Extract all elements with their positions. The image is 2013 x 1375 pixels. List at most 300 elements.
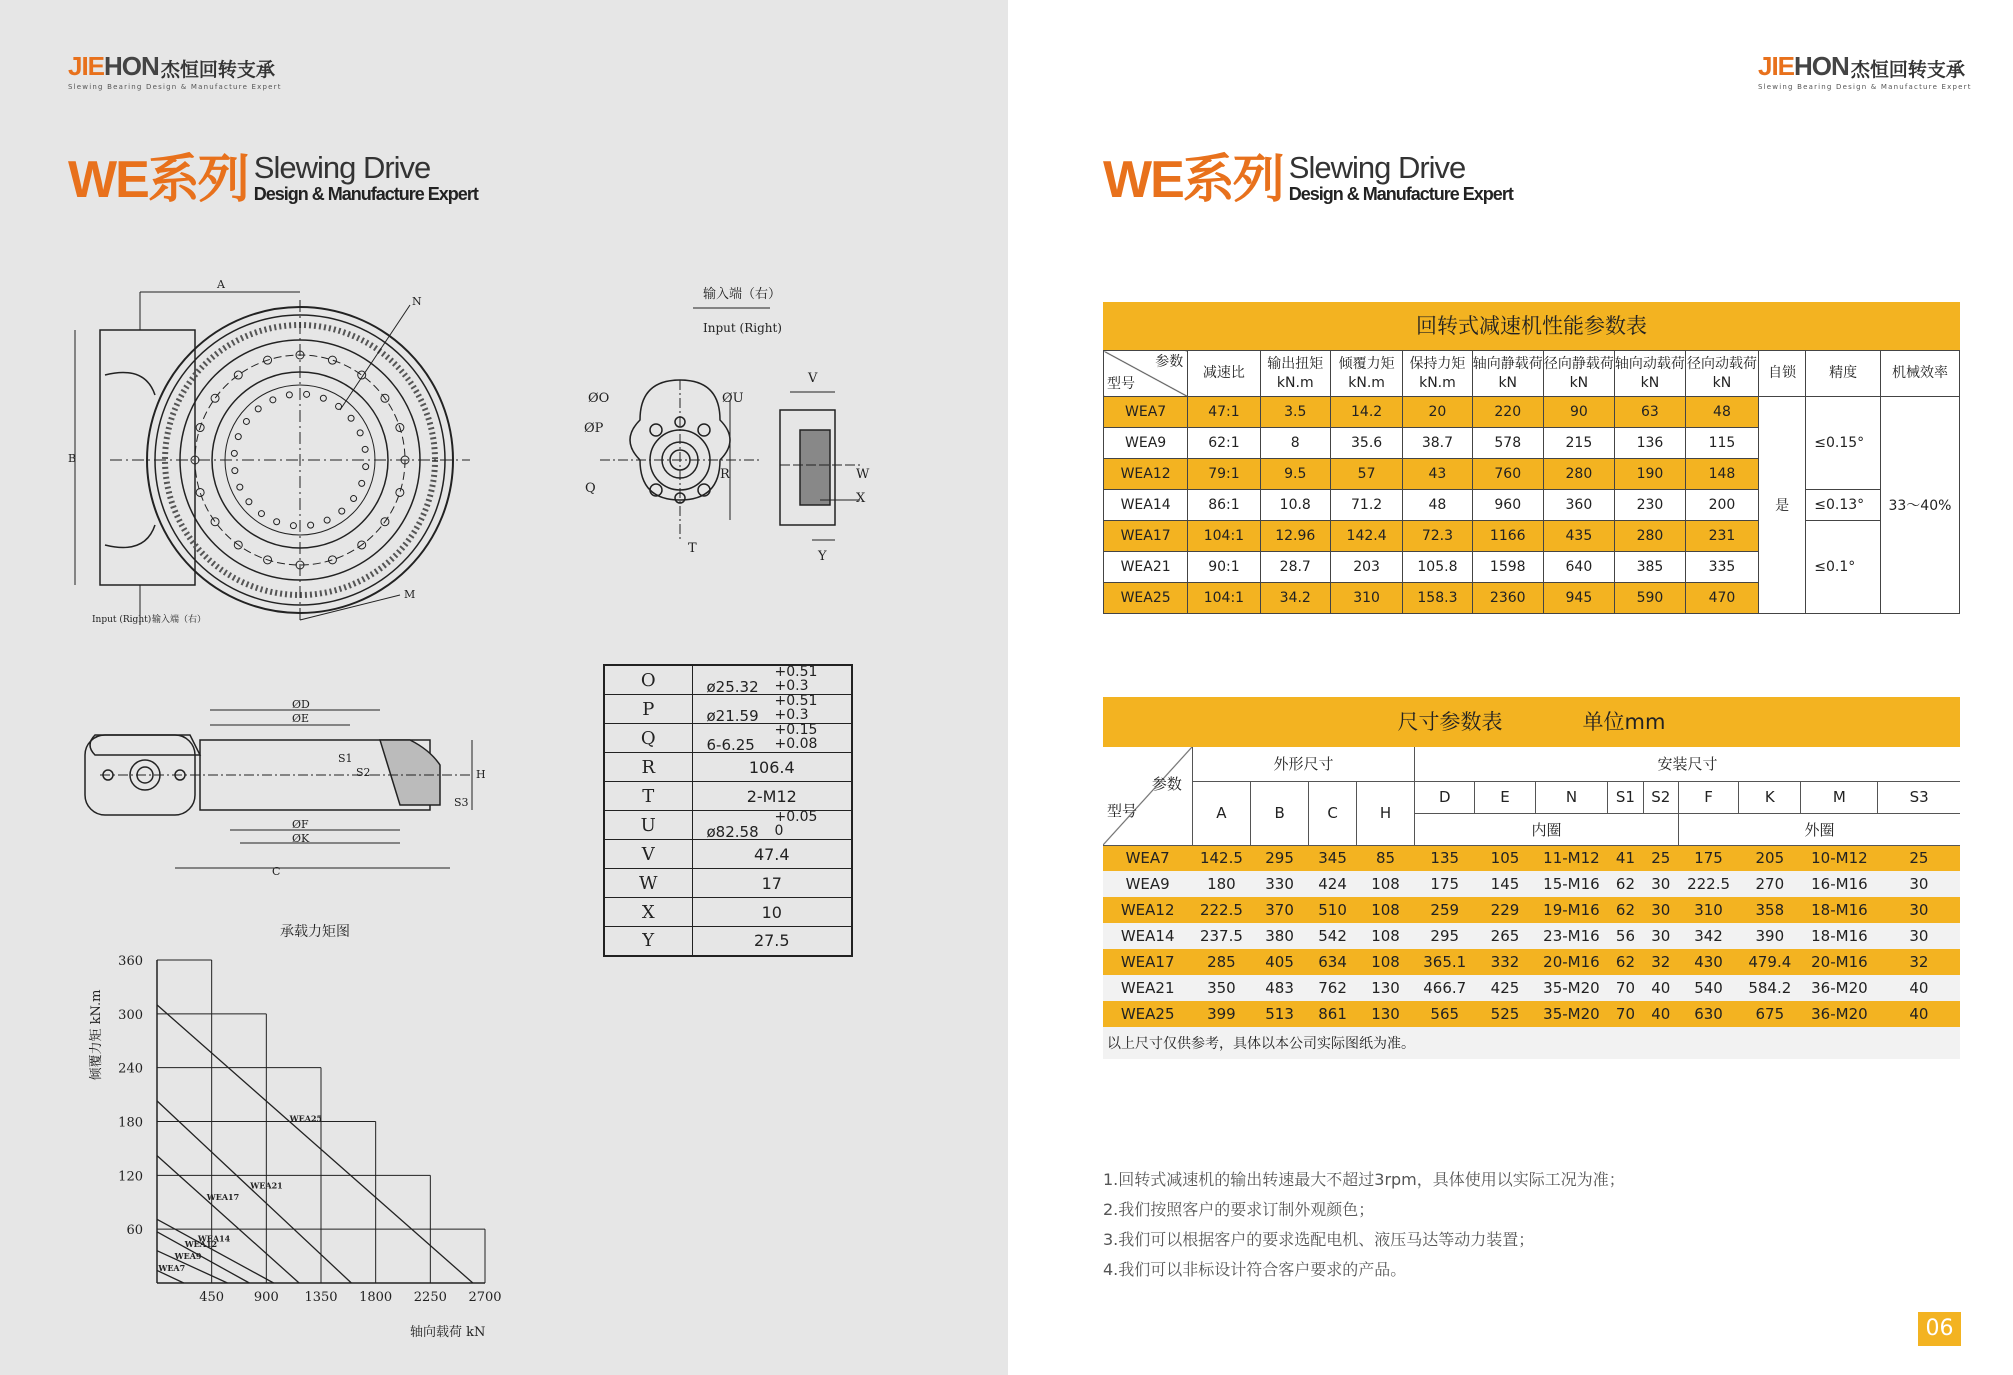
perf-header: 机械效率 [1880,351,1959,397]
spec-table [603,664,853,957]
page-number: 06 [1918,1312,1961,1346]
spec-row [604,811,852,840]
label-Y: Y [818,549,827,564]
spec-key: Y [604,927,692,956]
y-tick-label: 300 [118,1007,143,1023]
load-chart [88,923,502,1340]
dim-cell: 18-M16 [1801,897,1878,923]
spec-key: O [604,665,692,695]
dim-row [1103,845,1960,871]
dim-cell: 175 [1415,871,1475,897]
bolt-hole [359,480,365,486]
bolt-hole [290,523,296,529]
perf-cell: 231 [1685,521,1758,552]
dim-cell: 430 [1678,949,1738,975]
dim-cell: 479.4 [1739,949,1801,975]
dim-cell: 584.2 [1739,975,1801,1001]
dim-cell: 175 [1678,845,1738,871]
label-phiO: ØO [588,391,610,406]
dim-cell: 108 [1356,923,1414,949]
perf-cell: 220 [1472,397,1543,428]
y-tick-label: 240 [118,1061,143,1077]
series-label: WEA7 [158,1263,186,1274]
perf-header: 轴向静载荷kN [1472,351,1543,397]
spec-row [604,724,852,753]
dim-cell: 861 [1309,1001,1357,1027]
bolt-hole [357,430,363,436]
dim-cell: 295 [1415,923,1475,949]
dim-cell: 405 [1251,949,1309,975]
note-item: 3.我们可以根据客户的要求选配电机、液压马达等动力装置； [1103,1230,1535,1249]
bolt-hole [211,394,219,402]
dim-cell: 513 [1251,1001,1309,1027]
perf-cell: 3.5 [1260,397,1330,428]
model-cell: WEA17 [1103,949,1192,975]
perf-cell: 9.5 [1260,459,1330,490]
perf-cell: 115 [1685,428,1758,459]
perf-cell: 335 [1685,552,1758,583]
x-axis-label: 轴向载荷 kN [410,1325,486,1340]
series-label: WEA17 [206,1192,240,1203]
model-cell: WEA9 [1104,428,1188,459]
dim-cell: 265 [1475,923,1535,949]
bolt-hole [234,371,242,379]
x-tick-label: 450 [199,1290,225,1305]
dim-cell: 330 [1251,871,1309,897]
perf-cell: 86:1 [1188,490,1260,521]
note-item: 2.我们按照客户的要求订制外观颜色； [1103,1200,1375,1219]
dim-outer-label: 外圈 [1678,813,1960,845]
spec-key: R [604,753,692,782]
bolt-hole [328,556,336,564]
dim-cell: 40 [1878,1001,1960,1027]
dim-cell: 270 [1739,871,1801,897]
model-cell: WEA14 [1103,923,1192,949]
dim-cell: 540 [1678,975,1738,1001]
dim-cell: 30 [1643,897,1678,923]
efficiency-cell: 33～40% [1880,397,1959,614]
dim-cell: 424 [1309,871,1357,897]
dim-cell: 30 [1643,871,1678,897]
spec-row [604,665,852,695]
label-W: W [856,467,870,482]
perf-cell: 215 [1543,428,1614,459]
bolt-hole [324,517,330,523]
input-label-en: Input (Right) [92,615,152,625]
perf-cell: 1166 [1472,521,1543,552]
dim-col-header: S3 [1878,781,1960,813]
model-cell: WEA9 [1103,871,1192,897]
dim-row [1103,871,1960,897]
perf-cell: 35.6 [1330,428,1402,459]
perf-cell: 136 [1614,428,1685,459]
spec-value: 6-6.25 +0.15 +0.08 [692,724,852,753]
perf-cell: 34.2 [1260,583,1330,614]
y-tick-label: 180 [118,1115,143,1131]
dim-cell: 425 [1475,975,1535,1001]
perf-cell: 310 [1330,583,1402,614]
dim-cell: 16-M16 [1801,871,1878,897]
perf-row [1104,490,1960,521]
dim-col-header: F [1678,781,1738,813]
spec-value: ø82.58 +0.05 0 [692,811,852,840]
perf-header: 径向动载荷kN [1685,351,1758,397]
note-item: 4.我们可以非标设计符合客户要求的产品。 [1103,1260,1407,1279]
note-item: 1.回转式减速机的输出转速最大不超过3rpm，具体使用以实际工况为准； [1103,1170,1625,1189]
dim-cell: 40 [1643,975,1678,1001]
dim-cell: 30 [1878,923,1960,949]
dim-cell: 11-M12 [1535,845,1608,871]
perf-cell: 158.3 [1403,583,1472,614]
spec-row [604,898,852,927]
bolt-hole [246,499,252,505]
dim-cell: 35-M20 [1535,1001,1608,1027]
input-label-cn: 输入端（右） [152,615,207,625]
bolt-hole [308,522,314,528]
spec-row [604,782,852,811]
dim-cell: 20-M16 [1801,949,1878,975]
perf-cell: 8 [1260,428,1330,459]
bolt-hole [270,397,276,403]
dim-cell: 36-M20 [1801,975,1878,1001]
dim-cell: 30 [1878,897,1960,923]
dim-cell: 105 [1475,845,1535,871]
dim-cell: 70 [1608,1001,1643,1027]
dim-cell: 62 [1608,949,1643,975]
perf-cell: 105.8 [1403,552,1472,583]
dim-row [1103,949,1960,975]
dim-cell: 310 [1678,897,1738,923]
dim-col-header: S1 [1608,781,1643,813]
dim-cell: 466.7 [1415,975,1475,1001]
perf-row [1104,521,1960,552]
bolt-hole [258,511,264,517]
x-tick-label: 2700 [468,1290,502,1305]
dim-C: C [272,865,281,878]
bolt-hole [232,468,238,474]
dim-B: B [68,452,77,465]
bolt-hole [304,391,310,397]
bolt-hole [255,406,261,412]
dim-cell: 56 [1608,923,1643,949]
label-N: N [412,295,422,308]
dim-cell: 222.5 [1678,871,1738,897]
dim-col-header: E [1475,781,1535,813]
dim-cell: 10-M12 [1801,845,1878,871]
dim-cell: 108 [1356,871,1414,897]
label-V: V [808,371,818,386]
perf-cell: 10.8 [1260,490,1330,521]
label-phiP: ØP [584,421,604,436]
dim-phiK: ØK [292,832,310,845]
perf-cell: 760 [1472,459,1543,490]
spec-row [604,840,852,869]
bolt-hole [396,488,404,496]
dim-phiD: ØD [292,698,310,711]
dim-cell: 40 [1643,1001,1678,1027]
dim-cell: 30 [1643,923,1678,949]
dim-group-install: 安装尺寸 [1415,747,1960,781]
model-cell: WEA12 [1103,897,1192,923]
dim-cell: 525 [1475,1001,1535,1027]
dim-cell: 565 [1415,1001,1475,1027]
spec-value: 106.4 [692,753,852,782]
model-cell: WEA25 [1104,583,1188,614]
precision-cell: ≤0.15° [1806,397,1881,490]
perf-cell: 12.96 [1260,521,1330,552]
dim-col-header: B [1251,781,1309,845]
bolt-hole [196,488,204,496]
bolt-hole [336,403,342,409]
dim-cell: 222.5 [1192,897,1250,923]
model-cell: WEA14 [1104,490,1188,521]
dim-row [1103,923,1960,949]
dim-col-header: C [1309,781,1357,845]
perf-cell: 190 [1614,459,1685,490]
dim-cell: 205 [1739,845,1801,871]
perf-cell: 47:1 [1188,397,1260,428]
model-cell: WEA25 [1103,1001,1192,1027]
bolt-hole [235,434,241,440]
series-heading-left: WE系列 Slewing Drive Design & Manufacture Expert [68,150,478,209]
perf-cell: 62:1 [1188,428,1260,459]
spec-value: 10 [692,898,852,927]
spec-key: Q [604,724,692,753]
perf-cell: 79:1 [1188,459,1260,490]
perf-cell: 203 [1330,552,1402,583]
perf-header: 减速比 [1188,351,1260,397]
dim-cell: 237.5 [1192,923,1250,949]
dim-phiE: ØE [292,712,310,725]
chart-title: 承载力矩图 [280,924,350,940]
dim-cell: 259 [1415,897,1475,923]
perf-cell: 640 [1543,552,1614,583]
perf-cell: 280 [1543,459,1614,490]
right-page [1008,0,2013,1375]
perf-header: 径向静载荷kN [1543,351,1614,397]
x-tick-label: 900 [253,1290,279,1305]
dim-S2: S2 [356,766,371,779]
perf-cell: 200 [1685,490,1758,521]
dim-cell: 365.1 [1415,949,1475,975]
perf-cell: 63 [1614,397,1685,428]
perf-cell: 48 [1403,490,1472,521]
perf-row [1104,397,1960,428]
perf-cell: 43 [1403,459,1472,490]
dim-col-header: A [1192,781,1250,845]
dim-table [1103,747,1960,1059]
bolt-hole [328,356,336,364]
dim-footnote: 以上尺寸仅供参考，具体以本公司实际图纸为准。 [1103,1027,1960,1059]
dim-cell: 20-M16 [1535,949,1608,975]
perf-cell: 104:1 [1188,521,1260,552]
selflock-cell: 是 [1758,397,1805,614]
dim-cell: 135 [1415,845,1475,871]
dim-row [1103,1001,1960,1027]
series-label: WEA21 [250,1180,283,1191]
x-tick-label: 1800 [359,1290,393,1305]
dim-phiF: ØF [292,818,309,831]
dim-cell: 32 [1878,949,1960,975]
perf-cell: 57 [1330,459,1402,490]
model-cell: WEA21 [1104,552,1188,583]
perf-header: 保持力矩kN.m [1403,351,1472,397]
dim-row [1103,897,1960,923]
y-tick-label: 360 [118,954,143,969]
perf-cell: 142.4 [1330,521,1402,552]
dim-cell: 542 [1309,923,1357,949]
perf-cell: 960 [1472,490,1543,521]
perf-cell: 90 [1543,397,1614,428]
perf-cell: 20 [1403,397,1472,428]
perf-cell: 14.2 [1330,397,1402,428]
bolt-hole [243,418,249,424]
perf-cell: 360 [1543,490,1614,521]
bolt-hole [237,484,243,490]
perf-cell: 590 [1614,583,1685,614]
bolt-hole [211,518,219,526]
perf-header: 精度 [1806,351,1881,397]
x-tick-label: 2250 [413,1290,447,1305]
dim-cell: 108 [1356,949,1414,975]
dim-cell: 25 [1643,845,1678,871]
dim-cell: 145 [1475,871,1535,897]
brand-logo-left: JIEHON 杰恒回转支承 Slewing Bearing Design & Manufacture Expert [68,51,282,91]
label-phiU: ØU [722,391,744,406]
dim-A: A [217,278,225,291]
dim-S1: S1 [338,752,353,765]
bolt-hole [351,496,357,502]
brand-logo-right: JIEHON 杰恒回转支承 Slewing Bearing Design & Manufacture Expert [1758,51,1972,91]
dim-cell: 85 [1356,845,1414,871]
dim-cell: 380 [1251,923,1309,949]
dim-cell: 358 [1739,897,1801,923]
dim-cell: 483 [1251,975,1309,1001]
perf-cell: 72.3 [1403,521,1472,552]
bolt-hole [320,395,326,401]
spec-row [604,869,852,898]
perf-cell: 230 [1614,490,1685,521]
dim-cell: 630 [1678,1001,1738,1027]
spec-row [604,927,852,956]
bolt-hole [286,392,292,398]
model-cell: WEA21 [1103,975,1192,1001]
series-label: WEA9 [174,1250,202,1261]
spec-key: P [604,695,692,724]
dim-row [1103,975,1960,1001]
spec-value: 47.4 [692,840,852,869]
precision-cell: ≤0.13° [1806,490,1881,521]
dim-cell: 142.5 [1192,845,1250,871]
input-top-en: Input (Right) [703,321,782,335]
dim-cell: 229 [1475,897,1535,923]
perf-cell: 435 [1543,521,1614,552]
spec-value: ø25.32 +0.51 +0.3 [692,665,852,695]
dim-cell: 30 [1878,871,1960,897]
dim-col-header: D [1415,781,1475,813]
dim-cell: 25 [1878,845,1960,871]
label-R: R [720,467,730,482]
spec-value: 2-M12 [692,782,852,811]
perf-header: 输出扭矩kN.m [1260,351,1330,397]
dim-H: H [476,768,486,781]
perf-cell: 2360 [1472,583,1543,614]
dim-cell: 350 [1192,975,1250,1001]
dim-cell: 62 [1608,897,1643,923]
perf-table [1103,350,1960,614]
spec-key: W [604,869,692,898]
spec-value: 27.5 [692,927,852,956]
dim-cell: 370 [1251,897,1309,923]
dim-S3: S3 [454,796,469,809]
perf-corner: 参数 型号 [1104,351,1188,397]
label-T: T [688,541,697,556]
bolt-hole [274,519,280,525]
perf-table-title: 回转式减速机性能参数表 [1103,302,1960,350]
dim-cell: 130 [1356,1001,1414,1027]
perf-cell: 48 [1685,397,1758,428]
perf-cell: 385 [1614,552,1685,583]
model-cell: WEA7 [1104,397,1188,428]
perf-cell: 280 [1614,521,1685,552]
spec-key: T [604,782,692,811]
dim-cell: 342 [1678,923,1738,949]
spec-key: U [604,811,692,840]
dim-col-header: H [1356,781,1414,845]
spec-value: 17 [692,869,852,898]
bolt-hole [362,446,368,452]
series-label: WEA25 [289,1113,323,1124]
bolt-hole [363,464,369,470]
dim-cell: 35-M20 [1535,975,1608,1001]
y-axis-label: 倾覆力矩 kN.m [89,989,104,1081]
perf-cell: 28.7 [1260,552,1330,583]
model-cell: WEA17 [1104,521,1188,552]
notes [1103,1165,1625,1285]
series-label: WEA14 [197,1233,231,1244]
x-tick-label: 1350 [304,1290,338,1305]
perf-cell: 90:1 [1188,552,1260,583]
dim-cell: 345 [1309,845,1357,871]
dim-cell: 285 [1192,949,1250,975]
dim-col-header: K [1739,781,1801,813]
dim-cell: 18-M16 [1801,923,1878,949]
label-Q: Q [585,481,596,496]
spec-row [604,753,852,782]
dim-cell: 180 [1192,871,1250,897]
dim-cell: 40 [1878,975,1960,1001]
dim-cell: 23-M16 [1535,923,1608,949]
dim-inner-label: 内圈 [1415,813,1679,845]
dim-cell: 41 [1608,845,1643,871]
dim-corner: 参数 型号 [1103,747,1192,845]
dim-cell: 510 [1309,897,1357,923]
dim-cell: 130 [1356,975,1414,1001]
perf-cell: 38.7 [1403,428,1472,459]
series-heading-right: WE系列 Slewing Drive Design & Manufacture Expert [1103,150,1513,209]
dim-cell: 15-M16 [1535,871,1608,897]
label-M: M [404,588,416,601]
dim-col-header: N [1535,781,1608,813]
model-cell: WEA7 [1103,845,1192,871]
perf-cell: 578 [1472,428,1543,459]
perf-cell: 470 [1685,583,1758,614]
series-label: WEA12 [184,1239,218,1250]
dim-cell: 675 [1739,1001,1801,1027]
bolt-hole [339,508,345,514]
spec-key: X [604,898,692,927]
dim-cell: 295 [1251,845,1309,871]
